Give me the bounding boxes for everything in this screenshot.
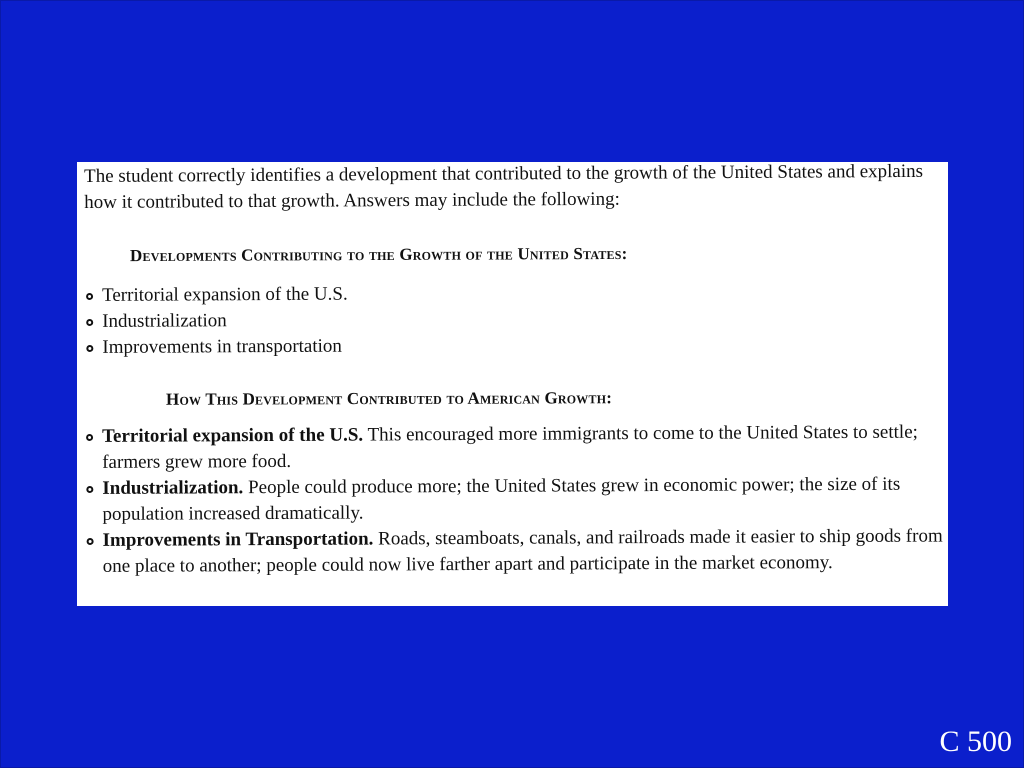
contribution-heading: How This Development Contributed to American Growth: bbox=[165, 388, 613, 409]
list-item: Territorial expansion of the U.S. bbox=[84, 280, 584, 309]
list-item bbox=[85, 523, 945, 580]
item-term: Improvements in Transportation. bbox=[102, 528, 374, 551]
list-item bbox=[84, 471, 944, 528]
list-item: Industrialization bbox=[84, 306, 584, 335]
developments-list bbox=[84, 280, 584, 361]
item-text: People could produce more; the United States grew in economic power; the size of its population increased dramatically. bbox=[102, 473, 901, 525]
answer-card bbox=[77, 162, 948, 606]
slide-label: C 500 bbox=[939, 725, 1012, 758]
item-text: This encouraged more immigrants to come to the United States to settle; farmers grew more food. bbox=[102, 421, 918, 473]
developments-heading: Developments Contributing to the Growth of the United States: bbox=[129, 243, 628, 266]
list-item bbox=[84, 419, 944, 476]
item-term: Industrialization. bbox=[102, 477, 244, 499]
intro-text: The student correctly identifies a development that contributed to the growth of the United States and explains how it contributed to that growth. Answers may include the following: bbox=[84, 160, 924, 213]
explanations-list bbox=[84, 419, 945, 580]
list-item: Improvements in transportation bbox=[84, 332, 584, 361]
item-term: Territorial expansion of the U.S. bbox=[102, 424, 364, 447]
item-text: Roads, steamboats, canals, and railroads made it easier to ship goods from one place to another; people could now live farther apart and participate in the market economy. bbox=[102, 525, 943, 577]
